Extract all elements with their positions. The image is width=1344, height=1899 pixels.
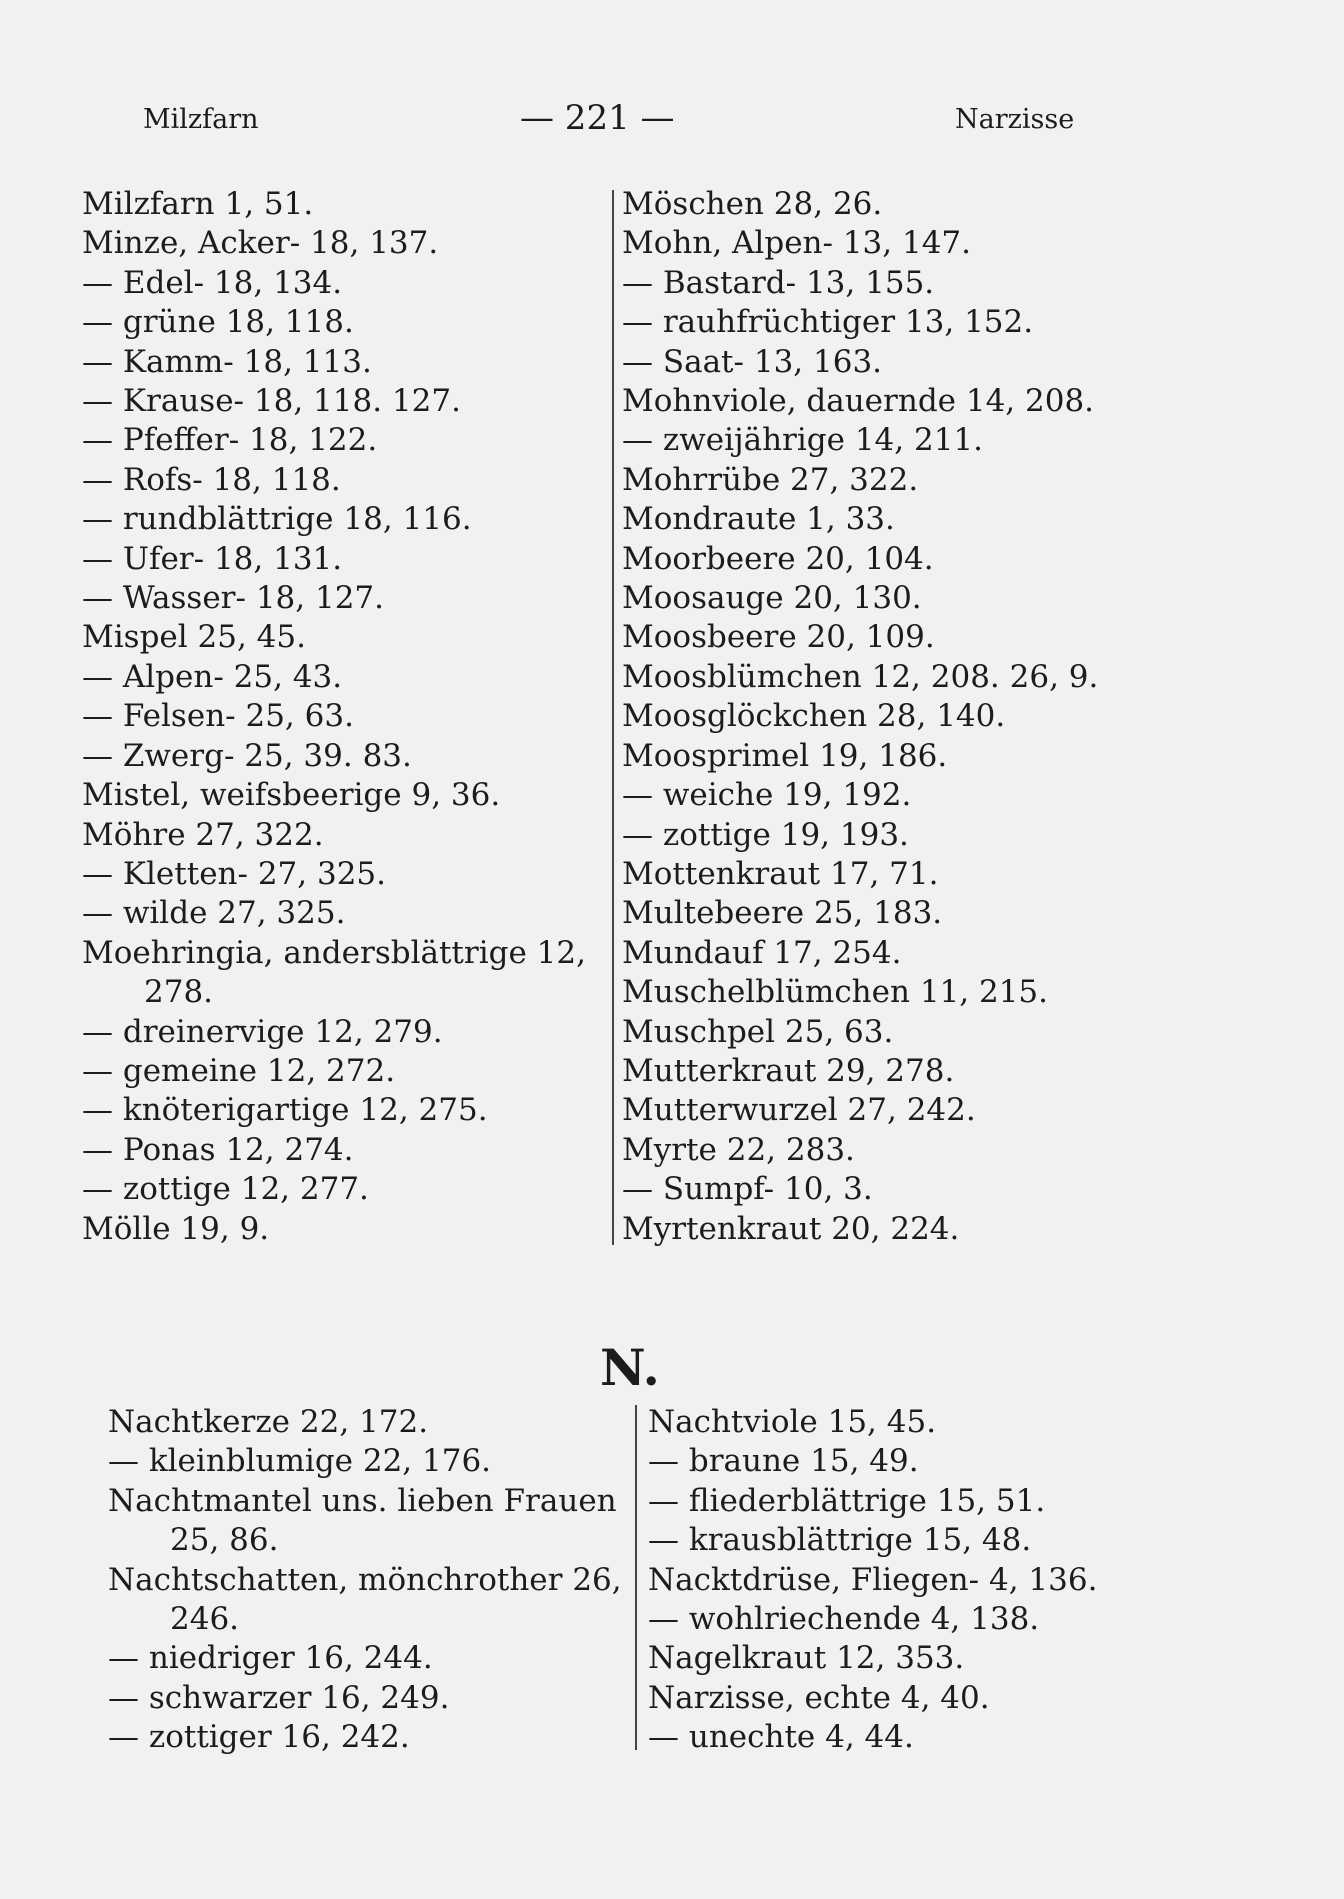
index-entry: — Alpen- 25, 43. [82, 658, 586, 697]
index-entry: — Kamm- 18, 113. [82, 343, 586, 382]
index-entry: — Sumpf- 10, 3. [622, 1170, 1098, 1209]
index-entry: Moehringia, andersblättrige 12, [82, 934, 586, 971]
section-letter: N. [600, 1338, 660, 1397]
index-entry: — gemeine 12, 272. [82, 1052, 586, 1091]
index-entry: Möschen 28, 26. [622, 186, 883, 222]
header-left-catchword: Milzfarn [143, 104, 259, 135]
index-entry: — knöterigartige 12, 275. [82, 1091, 586, 1130]
index-entry: — zottige 19, 193. [622, 816, 1098, 855]
index-column-n-right [648, 1403, 1097, 1758]
page-number: — 221 — [520, 98, 675, 138]
index-entry: Moosglöckchen 28, 140. [622, 698, 1006, 735]
index-entry: — kleinblumige 22, 176. [108, 1442, 622, 1481]
index-entry: — braune 15, 49. [648, 1442, 1097, 1481]
index-entry: — Saat- 13, 163. [622, 343, 1098, 382]
index-entry: — wilde 27, 325. [82, 894, 586, 933]
index-entry: Narzisse, echte 4, 40. [648, 1679, 990, 1716]
index-entry: — wohlriechende 4, 138. [648, 1600, 1097, 1639]
index-entry: — Pfeffer- 18, 122. [82, 421, 586, 460]
index-entry: Mohnviole, dauernde 14, 208. [622, 383, 1095, 420]
index-entry: — rundblättrige 18, 116. [82, 500, 586, 539]
index-entry: — schwarzer 16, 249. [108, 1679, 622, 1718]
index-entry: 246. [170, 1601, 240, 1638]
index-entry: Mölle 19, 9. [82, 1210, 270, 1247]
index-entry: — Ponas 12, 274. [82, 1131, 586, 1170]
index-entry: Mutterwurzel 27, 242. [622, 1092, 976, 1129]
index-entry: — Bastard- 13, 155. [622, 264, 1098, 303]
header-right-catchword: Narzisse [955, 104, 1075, 135]
index-entry: — niedriger 16, 244. [108, 1639, 622, 1678]
index-entry: — unechte 4, 44. [648, 1718, 1097, 1757]
index-entry: — rauhfrüchtiger 13, 152. [622, 303, 1098, 342]
index-entry: Moosblümchen 12, 208. 26, 9. [622, 658, 1099, 695]
index-entry: — Felsen- 25, 63. [82, 697, 586, 736]
index-entry: — Rofs- 18, 118. [82, 461, 586, 500]
index-entry: — dreinervige 12, 279. [82, 1013, 586, 1052]
index-entry: — grüne 18, 118. [82, 303, 586, 342]
index-entry: — zottige 12, 277. [82, 1170, 586, 1209]
index-column-m-left [82, 185, 586, 1249]
index-entry: Möhre 27, 322. [82, 816, 324, 853]
index-entry: Moosbeere 20, 109. [622, 619, 935, 656]
index-entry: — Krause- 18, 118. 127. [82, 382, 586, 421]
index-entry: Myrte 22, 283. [622, 1131, 855, 1168]
index-entry: Mondraute 1, 33. [622, 501, 895, 538]
index-entry: Moorbeere 20, 104. [622, 540, 934, 577]
index-entry: Multebeere 25, 183. [622, 895, 943, 932]
index-entry: Nagelkraut 12, 353. [648, 1640, 965, 1677]
index-entry: — fliederblättrige 15, 51. [648, 1482, 1097, 1521]
column-divider [635, 1405, 637, 1750]
index-entry: — Ufer- 18, 131. [82, 540, 586, 579]
column-divider [612, 190, 614, 1245]
index-entry: Muschpel 25, 63. [622, 1013, 894, 1050]
index-entry: Nachtmantel uns. lieben Frauen [108, 1482, 617, 1519]
index-entry: Moosprimel 19, 186. [622, 737, 948, 774]
index-entry: — Zwerg- 25, 39. 83. [82, 737, 586, 776]
index-column-m-right [622, 185, 1098, 1249]
index-entry: Nachtviole 15, 45. [648, 1404, 937, 1440]
index-entry: Mispel 25, 45. [82, 619, 306, 656]
index-entry: Mohrrübe 27, 322. [622, 461, 919, 498]
index-entry: — Edel- 18, 134. [82, 264, 586, 303]
index-entry: — zweijährige 14, 211. [622, 421, 1098, 460]
index-entry: Minze, Acker- 18, 137. [82, 225, 439, 262]
index-entry: Mohn, Alpen- 13, 147. [622, 225, 972, 262]
index-entry: Moosauge 20, 130. [622, 580, 922, 617]
index-entry: Mundauf 17, 254. [622, 934, 902, 971]
index-entry: Myrtenkraut 20, 224. [622, 1210, 960, 1247]
index-entry: — Wasser- 18, 127. [82, 579, 586, 618]
index-entry: Mottenkraut 17, 71. [622, 855, 939, 892]
index-entry: Muschelblümchen 11, 215. [622, 974, 1048, 1011]
index-entry: Nachtschatten, mönchrother 26, [108, 1561, 622, 1598]
index-entry: Mistel, weifsbeerige 9, 36. [82, 777, 501, 814]
index-entry: 278. [144, 974, 214, 1011]
index-entry: Nachtkerze 22, 172. [108, 1404, 429, 1440]
index-entry: — Kletten- 27, 325. [82, 855, 586, 894]
index-entry: Mutterkraut 29, 278. [622, 1052, 955, 1089]
running-header [0, 98, 1344, 144]
index-entry: — zottiger 16, 242. [108, 1718, 622, 1757]
index-entry: 25, 86. [170, 1522, 279, 1559]
index-entry: Milzfarn 1, 51. [82, 186, 314, 222]
index-entry: — krausblättrige 15, 48. [648, 1521, 1097, 1560]
index-entry: — weiche 19, 192. [622, 776, 1098, 815]
index-column-n-left [108, 1403, 622, 1758]
index-entry: Nacktdrüse, Fliegen- 4, 136. [648, 1561, 1098, 1598]
